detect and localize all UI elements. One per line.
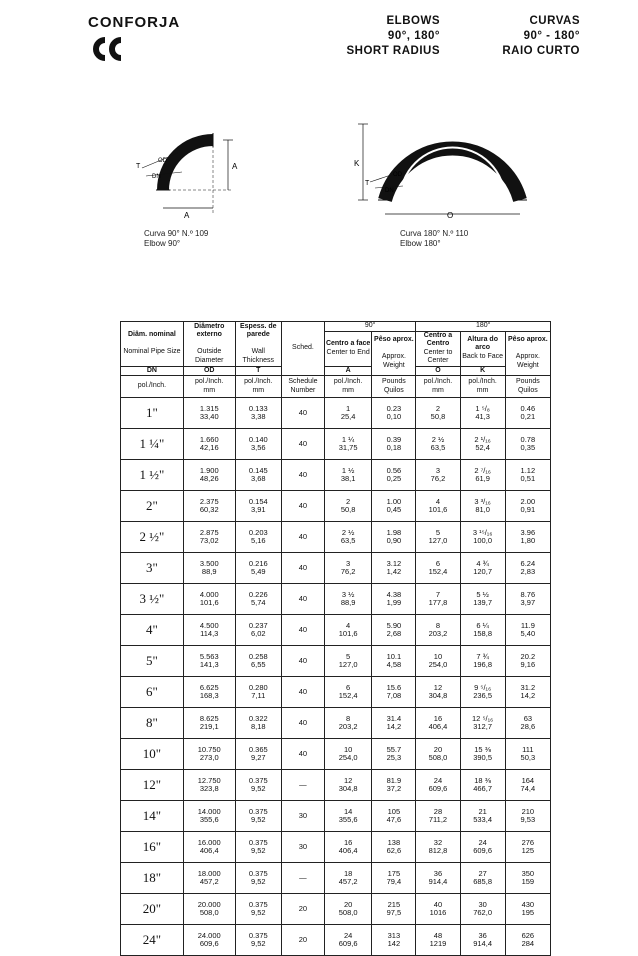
cell-o: 6 152,4 (416, 553, 460, 584)
cell-sched: 40 (281, 739, 324, 770)
cell-od: 4.000 101,6 (183, 584, 235, 615)
cell-dn: 24" (121, 925, 184, 956)
cell-dn: 3 ½" (121, 584, 184, 615)
cell-k: 18 ⅜ 466,7 (460, 770, 505, 801)
cell-dn: 5" (121, 646, 184, 677)
header-pt-subtitle: RAIO CURTO (502, 45, 580, 57)
header-outside-diameter: Diâmetro externo Outside Diameter (183, 322, 235, 367)
cell-weight-90: 313 142 (372, 925, 416, 956)
cell-dn: 4" (121, 615, 184, 646)
cell-a: 6 152,4 (324, 677, 371, 708)
cell-weight-90: 215 97,5 (372, 894, 416, 925)
cell-weight-90: 1.98 0,90 (372, 522, 416, 553)
elbow-180-caption (400, 229, 468, 249)
header-180: 180° (416, 322, 551, 332)
cell-o: 28 711,2 (416, 801, 460, 832)
header-weight-90: Pêso aprox. Approx. Weight (372, 331, 416, 376)
cell-weight-180: 430 195 (505, 894, 550, 925)
header-pt-angles: 90° - 180° (523, 30, 580, 42)
cell-t: 0.322 8,18 (235, 708, 281, 739)
cell-weight-180: 8.76 3,97 (505, 584, 550, 615)
cell-o: 24 609,6 (416, 770, 460, 801)
cell-k: 4 ¾ 120,7 (460, 553, 505, 584)
cell-weight-90: 0.39 0,18 (372, 429, 416, 460)
cell-od: 16.000 406,4 (183, 832, 235, 863)
cell-t: 0.375 9,52 (235, 925, 281, 956)
cell-sched: 40 (281, 646, 324, 677)
cell-o: 3 76,2 (416, 460, 460, 491)
cell-od: 3.500 88,9 (183, 553, 235, 584)
cell-od: 8.625 219,1 (183, 708, 235, 739)
table-row (121, 646, 551, 677)
cell-weight-180: 0.46 0,21 (505, 398, 550, 429)
header-sched: Sched. (281, 322, 324, 376)
elbow-90-caption-pt: Curva 90° N.º 109 (144, 229, 209, 238)
unit-t: pol./Inch. mm (235, 376, 281, 398)
header-en-title: ELBOWS (386, 15, 440, 27)
label-dn-180: DN (385, 188, 394, 194)
cell-weight-90: 55.7 25,3 (372, 739, 416, 770)
label-t-180: T (365, 180, 370, 187)
cell-o: 20 508,0 (416, 739, 460, 770)
cell-weight-180: 0.78 0,35 (505, 429, 550, 460)
cell-dn: 2 ½" (121, 522, 184, 553)
cell-sched: 20 (281, 925, 324, 956)
cell-t: 0.375 9,52 (235, 863, 281, 894)
cell-od: 1.315 33,40 (183, 398, 235, 429)
label-od: OD (158, 158, 167, 164)
cell-weight-180: 20.2 9,16 (505, 646, 550, 677)
cell-k: 27 685,8 (460, 863, 505, 894)
label-k: K (354, 159, 360, 168)
cell-sched: 20 (281, 894, 324, 925)
cell-o: 36 914,4 (416, 863, 460, 894)
cell-t: 0.216 5,49 (235, 553, 281, 584)
cell-o: 40 1016 (416, 894, 460, 925)
cell-dn: 12" (121, 770, 184, 801)
cell-t: 0.375 9,52 (235, 770, 281, 801)
cell-t: 0.375 9,52 (235, 894, 281, 925)
header-center-end: Centro a face Center to End (324, 331, 371, 366)
unit-a: pol./Inch. mm (324, 376, 371, 398)
label-a-horizontal: A (184, 211, 190, 220)
header-weight-180: Pêso aprox. Approx. Weight (505, 331, 550, 376)
unit-weight-180: Pounds Quilos (505, 376, 550, 398)
cell-weight-90: 15.6 7,08 (372, 677, 416, 708)
cell-sched: 40 (281, 429, 324, 460)
elbow-90-caption-en: Elbow 90° (144, 239, 181, 248)
cell-od: 5.563 141,3 (183, 646, 235, 677)
unit-sched: Schedule Number (281, 376, 324, 398)
cell-o: 10 254,0 (416, 646, 460, 677)
cell-weight-90: 138 62,6 (372, 832, 416, 863)
cell-weight-90: 81.9 37,2 (372, 770, 416, 801)
cell-sched: 40 (281, 584, 324, 615)
elbow-90-drawing (118, 108, 258, 228)
cell-od: 20.000 508,0 (183, 894, 235, 925)
table-row (121, 429, 551, 460)
cell-weight-180: 276 125 (505, 832, 550, 863)
cell-sched: 40 (281, 677, 324, 708)
cell-sched: 40 (281, 398, 324, 429)
brand-name: CONFORJA (88, 14, 181, 31)
header-90: 90° (324, 322, 416, 332)
cell-a: 1 ¼ 31,75 (324, 429, 371, 460)
cell-t: 0.237 6,02 (235, 615, 281, 646)
header-o: O (416, 366, 460, 376)
cell-weight-180: 626 284 (505, 925, 550, 956)
cell-t: 0.133 3,38 (235, 398, 281, 429)
cell-weight-180: 3.96 1,80 (505, 522, 550, 553)
cell-a: 1 ½ 38,1 (324, 460, 371, 491)
cell-dn: 2" (121, 491, 184, 522)
elbow-90-caption (144, 229, 208, 249)
cell-dn: 1" (121, 398, 184, 429)
cell-weight-90: 175 79,4 (372, 863, 416, 894)
cell-a: 1 25,4 (324, 398, 371, 429)
cell-weight-90: 105 47,6 (372, 801, 416, 832)
cell-weight-90: 1.00 0,45 (372, 491, 416, 522)
cell-od: 12.750 323,8 (183, 770, 235, 801)
header-a: A (324, 366, 371, 376)
cell-weight-180: 31.2 14,2 (505, 677, 550, 708)
cell-weight-180: 1.12 0,51 (505, 460, 550, 491)
elbow-180-drawing (345, 110, 535, 230)
table-row (121, 522, 551, 553)
cell-dn: 14" (121, 801, 184, 832)
unit-k: pol./Inch. mm (460, 376, 505, 398)
cell-weight-180: 11.9 5,40 (505, 615, 550, 646)
cell-sched: 40 (281, 522, 324, 553)
cell-weight-180: 210 9,53 (505, 801, 550, 832)
cell-sched: 30 (281, 801, 324, 832)
table-row (121, 708, 551, 739)
cell-sched: — (281, 863, 324, 894)
header-od: OD (183, 366, 235, 376)
cell-sched: 40 (281, 491, 324, 522)
cell-weight-180: 111 50,3 (505, 739, 550, 770)
cell-od: 4.500 114,3 (183, 615, 235, 646)
cell-a: 24 609,6 (324, 925, 371, 956)
header-diam-nominal: Diâm. nominal Nominal Pipe Size (121, 322, 184, 367)
cell-sched: 40 (281, 615, 324, 646)
header-portuguese (470, 14, 580, 59)
table-row (121, 894, 551, 925)
cell-k: 2 ¹/₁₆ 52,4 (460, 429, 505, 460)
table-row (121, 491, 551, 522)
cell-weight-180: 350 159 (505, 863, 550, 894)
cell-sched: 40 (281, 708, 324, 739)
cell-o: 4 101,6 (416, 491, 460, 522)
cell-t: 0.203 5,16 (235, 522, 281, 553)
header-center-center: Centro a Centro Center to Center (416, 331, 460, 366)
unit-od: pol./Inch. mm (183, 376, 235, 398)
cell-weight-90: 3.12 1,42 (372, 553, 416, 584)
elbow-dimensions-table (120, 321, 551, 956)
cell-a: 12 304,8 (324, 770, 371, 801)
cell-a: 3 ½ 88,9 (324, 584, 371, 615)
table-row (121, 553, 551, 584)
cell-weight-180: 6.24 2,83 (505, 553, 550, 584)
cell-o: 2 50,8 (416, 398, 460, 429)
cell-a: 14 355,6 (324, 801, 371, 832)
cell-dn: 1 ½" (121, 460, 184, 491)
cell-weight-90: 0.56 0,25 (372, 460, 416, 491)
cell-od: 2.375 60,32 (183, 491, 235, 522)
cell-od: 24.000 609,6 (183, 925, 235, 956)
cell-weight-90: 0.23 0,10 (372, 398, 416, 429)
header-english (300, 14, 440, 59)
cell-a: 18 457,2 (324, 863, 371, 894)
header-en-subtitle: SHORT RADIUS (346, 45, 440, 57)
cell-t: 0.154 3,91 (235, 491, 281, 522)
cell-k: 3 ¹⁵/₁₆ 100,0 (460, 522, 505, 553)
cell-o: 16 406,4 (416, 708, 460, 739)
cell-t: 0.258 6,55 (235, 646, 281, 677)
table-row (121, 863, 551, 894)
cell-dn: 1 ¼" (121, 429, 184, 460)
cell-weight-180: 2.00 0,91 (505, 491, 550, 522)
cell-o: 32 812,8 (416, 832, 460, 863)
cell-o: 8 203,2 (416, 615, 460, 646)
unit-o: pol./Inch. mm (416, 376, 460, 398)
cell-t: 0.145 3,68 (235, 460, 281, 491)
header-pt-title: CURVAS (529, 15, 580, 27)
cell-sched: 40 (281, 460, 324, 491)
elbow-180-caption-en: Elbow 180° (400, 239, 441, 248)
header-dn: DN (121, 366, 184, 376)
elbow-180-caption-pt: Curva 180° N.º 110 (400, 229, 469, 238)
cell-dn: 10" (121, 739, 184, 770)
cell-k: 30 762,0 (460, 894, 505, 925)
label-a-vertical: A (232, 162, 238, 171)
table-row (121, 739, 551, 770)
cell-a: 8 203,2 (324, 708, 371, 739)
cell-k: 15 ⅜ 390,5 (460, 739, 505, 770)
cell-k: 1 ⁵/₈ 41,3 (460, 398, 505, 429)
cell-a: 2 ½ 63,5 (324, 522, 371, 553)
cell-a: 4 101,6 (324, 615, 371, 646)
cell-k: 9 ⁵/₁₆ 236,5 (460, 677, 505, 708)
cell-weight-90: 31.4 14,2 (372, 708, 416, 739)
cell-t: 0.365 9,27 (235, 739, 281, 770)
cell-dn: 6" (121, 677, 184, 708)
cell-weight-180: 164 74,4 (505, 770, 550, 801)
cell-od: 18.000 457,2 (183, 863, 235, 894)
cell-a: 3 76,2 (324, 553, 371, 584)
cell-t: 0.375 9,52 (235, 832, 281, 863)
table-row (121, 398, 551, 429)
header-back-face: Altura do arco Back to Face (460, 331, 505, 366)
cell-od: 1.900 48,26 (183, 460, 235, 491)
cell-sched: — (281, 770, 324, 801)
cell-od: 2.875 73,02 (183, 522, 235, 553)
cell-k: 24 609,6 (460, 832, 505, 863)
cell-weight-90: 5.90 2,68 (372, 615, 416, 646)
table-row (121, 460, 551, 491)
cell-dn: 20" (121, 894, 184, 925)
cell-k: 21 533,4 (460, 801, 505, 832)
table-row (121, 615, 551, 646)
cell-weight-90: 10.1 4,58 (372, 646, 416, 677)
cell-dn: 3" (121, 553, 184, 584)
table-row (121, 677, 551, 708)
cell-weight-90: 4.38 1,99 (372, 584, 416, 615)
cell-t: 0.375 9,52 (235, 801, 281, 832)
cell-a: 20 508,0 (324, 894, 371, 925)
table-row (121, 832, 551, 863)
cell-a: 5 127,0 (324, 646, 371, 677)
header-k: K (460, 366, 505, 376)
cell-o: 7 177,8 (416, 584, 460, 615)
table-row (121, 801, 551, 832)
cell-sched: 40 (281, 553, 324, 584)
header-t: T (235, 366, 281, 376)
cell-k: 6 ¼ 158,8 (460, 615, 505, 646)
cell-od: 1.660 42,16 (183, 429, 235, 460)
table-row (121, 925, 551, 956)
header-wall-thickness: Espess. de parede Wall Thickness (235, 322, 281, 367)
cell-k: 3 ³/₁₆ 81,0 (460, 491, 505, 522)
cell-t: 0.140 3,56 (235, 429, 281, 460)
cell-o: 5 127,0 (416, 522, 460, 553)
cell-o: 2 ½ 63,5 (416, 429, 460, 460)
header-en-angles: 90°, 180° (387, 30, 440, 42)
cell-a: 16 406,4 (324, 832, 371, 863)
cell-o: 12 304,8 (416, 677, 460, 708)
cell-k: 36 914,4 (460, 925, 505, 956)
table-row (121, 770, 551, 801)
cell-od: 10.750 273,0 (183, 739, 235, 770)
cell-sched: 30 (281, 832, 324, 863)
conforja-logo (88, 36, 126, 62)
cell-dn: 16" (121, 832, 184, 863)
cell-k: 2 ⁷/₁₆ 61,9 (460, 460, 505, 491)
label-dn: DN (152, 174, 161, 180)
cell-od: 14.000 355,6 (183, 801, 235, 832)
cell-dn: 8" (121, 708, 184, 739)
table-row (121, 584, 551, 615)
cell-k: 5 ½ 139,7 (460, 584, 505, 615)
label-od-180: OD (393, 172, 402, 178)
cell-k: 12 ⁵/₁₆ 312,7 (460, 708, 505, 739)
label-o: O (447, 211, 454, 220)
unit-weight-90: Pounds Quilos (372, 376, 416, 398)
cell-t: 0.280 7,11 (235, 677, 281, 708)
label-t: T (136, 163, 141, 170)
cell-dn: 18" (121, 863, 184, 894)
cell-o: 48 1219 (416, 925, 460, 956)
cell-weight-180: 63 28,6 (505, 708, 550, 739)
cell-od: 6.625 168,3 (183, 677, 235, 708)
cell-a: 2 50,8 (324, 491, 371, 522)
cell-k: 7 ¾ 196,8 (460, 646, 505, 677)
cell-t: 0.226 5,74 (235, 584, 281, 615)
unit-dn: pol./Inch. (121, 376, 184, 398)
cell-a: 10 254,0 (324, 739, 371, 770)
